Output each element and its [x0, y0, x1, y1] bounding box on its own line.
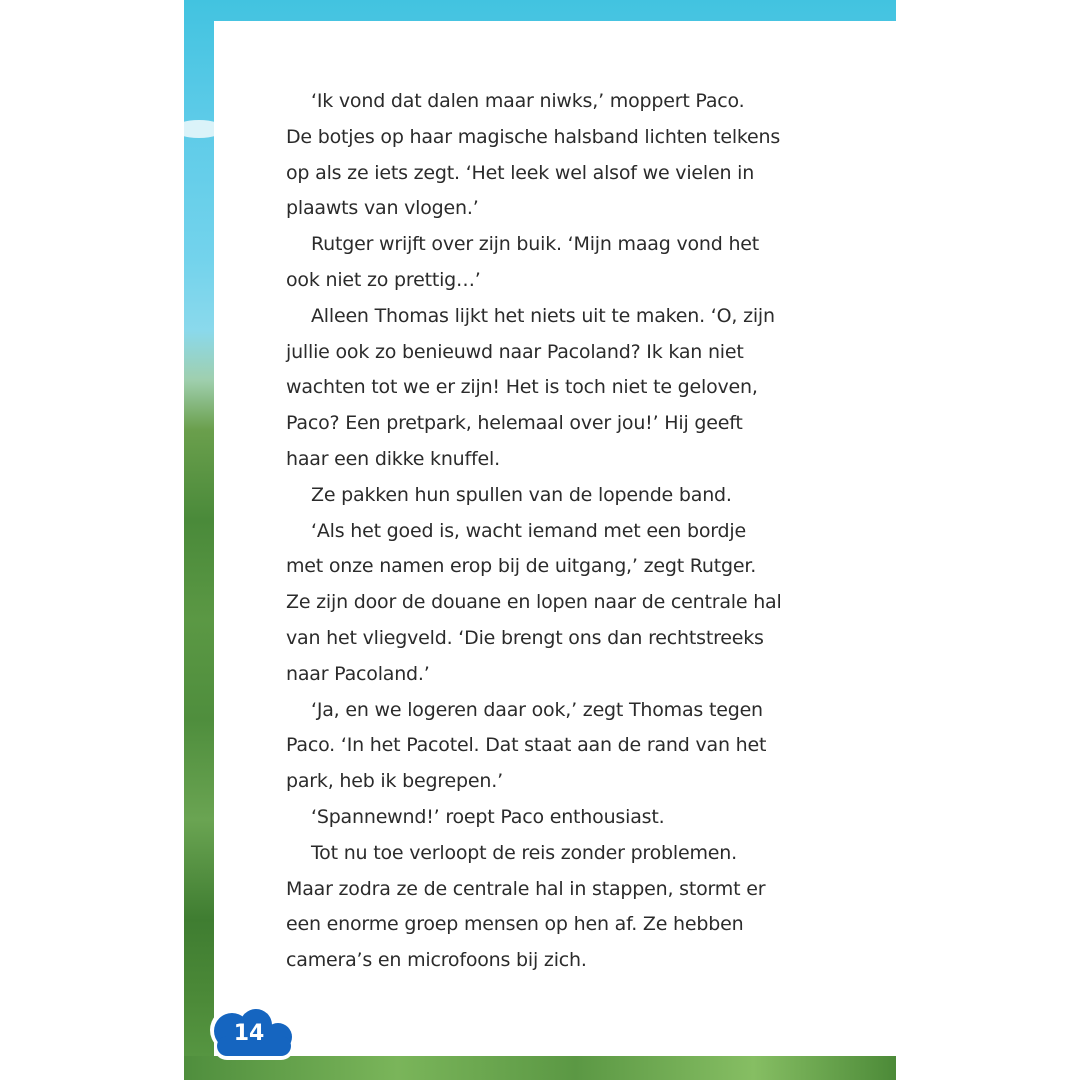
story-line: plaawts van vlogen.’: [286, 197, 479, 220]
story-line: Maar zodra ze de centrale hal in stappen, stormt er: [286, 877, 766, 900]
story-line: Paco? Een pretpark, helemaal over jou!’ Hij geeft: [286, 412, 743, 435]
story-line: ‘Ja, en we logeren daar ook,’ zegt Thomas tegen: [311, 698, 763, 721]
story-line: met onze namen erop bij de uitgang,’ zegt Rutger.: [286, 555, 757, 578]
story-line: De botjes op haar magische halsband lichten telkens: [286, 125, 781, 148]
story-line: Rutger wrijft over zijn buik. ‘Mijn maag vond het: [311, 233, 760, 256]
story-line: op als ze iets zegt. ‘Het leek wel alsof we vielen in: [286, 161, 755, 184]
story-line: ook niet zo prettig…’: [286, 268, 481, 291]
story-line: jullie ook zo benieuwd naar Pacoland? Ik kan niet: [286, 340, 744, 363]
story-line: Alleen Thomas lijkt het niets uit te maken. ‘O, zijn: [311, 304, 775, 327]
story-line: haar een dikke knuffel.: [286, 447, 500, 470]
story-line: camera’s en microfoons bij zich.: [286, 949, 587, 972]
story-line: ‘Als het goed is, wacht iemand met een bordje: [311, 519, 746, 542]
story-line: naar Pacoland.’: [286, 662, 430, 685]
story-line: Tot nu toe verloopt de reis zonder problemen.: [311, 841, 737, 864]
story-line: ‘Ik vond dat dalen maar niwks,’ moppert Paco.: [311, 90, 745, 112]
page-number: 14: [233, 1021, 265, 1046]
story-line: ‘Spannewnd!’ roept Paco enthousiast.: [311, 805, 665, 828]
story-line: Ze pakken hun spullen van de lopende band.: [311, 483, 732, 506]
story-line: van het vliegveld. ‘Die brengt ons dan rechtstreeks: [286, 626, 764, 649]
page-number-badge: [206, 1000, 298, 1064]
story-line: Ze zijn door de douane en lopen naar de centrale hal: [286, 591, 782, 614]
story-line: een enorme groep mensen op hen af. Ze hebben: [286, 913, 744, 936]
story-line: wachten tot we er zijn! Het is toch niet te geloven,: [286, 376, 758, 399]
story-line: Paco. ‘In het Pacotel. Dat staat aan de rand van het: [286, 734, 767, 757]
story-text: [286, 84, 816, 979]
story-line: park, heb ik begrepen.’: [286, 770, 503, 793]
